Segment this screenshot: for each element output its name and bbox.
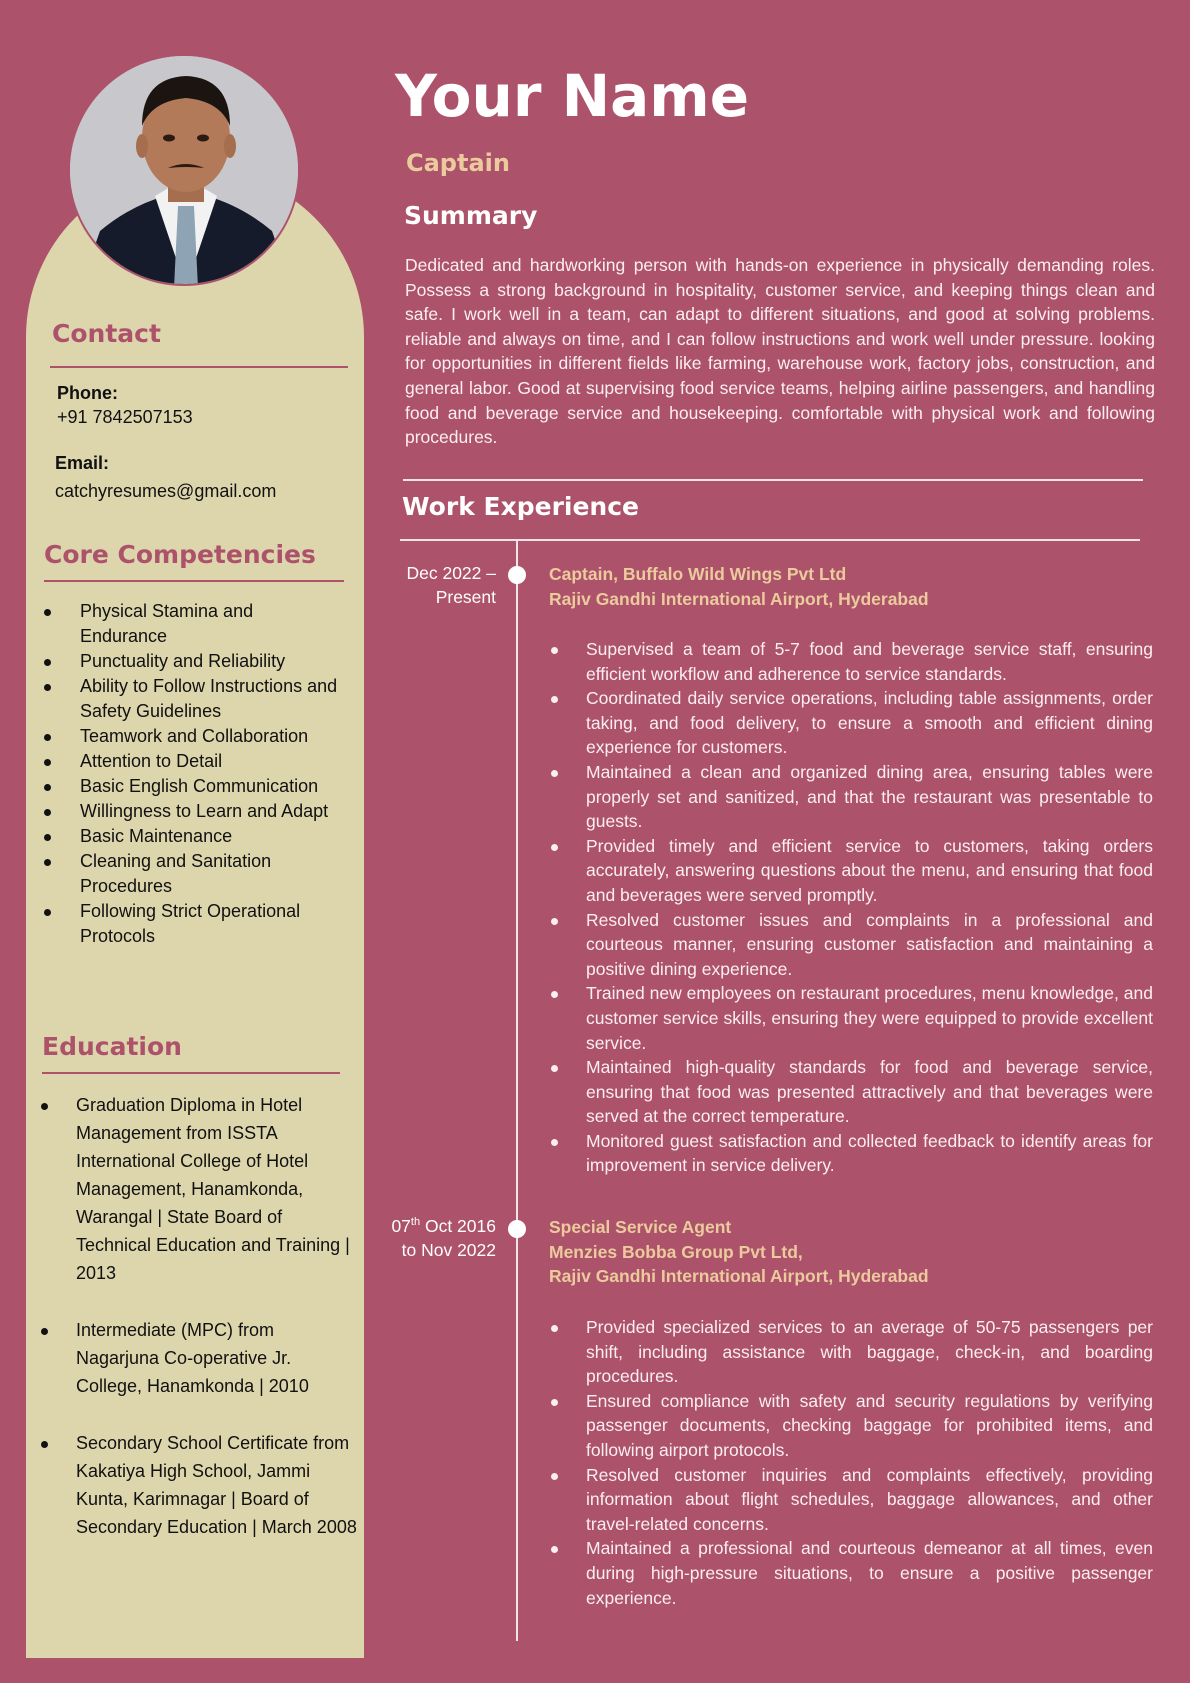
email-label: Email:	[55, 453, 110, 473]
phone-value[interactable]: +91 7842507153	[57, 407, 193, 427]
list-item: Maintained a clean and organized dining area, ensuring tables were properly set and sanitized, and that the restaurant was presentable to guests.	[549, 760, 1153, 834]
timeline-dot	[508, 1220, 526, 1238]
list-item: Secondary School Certificate from Kakatiya High School, Jammi Kunta, Karimnagar | Board of Secondary Education | March 2008	[37, 1429, 357, 1541]
email-value[interactable]: catchyresumes@gmail.com	[55, 481, 277, 501]
list-item: Following Strict Operational Protocols	[40, 899, 340, 949]
job-header	[549, 562, 929, 611]
education-list	[37, 1091, 357, 1570]
list-item: Coordinated daily service operations, including table assignments, order taking, and food delivery, to ensure a smooth and efficient dining experience for customers.	[549, 686, 1153, 760]
job-date	[346, 1214, 496, 1262]
person-avatar-icon	[70, 56, 300, 286]
competencies-divider	[44, 580, 344, 582]
list-item: Basic English Communication	[40, 774, 340, 799]
list-item: Intermediate (MPC) from Nagarjuna Co-operative Jr. College, Hanamkonda | 2010	[37, 1316, 357, 1400]
list-item: Teamwork and Collaboration	[40, 724, 340, 749]
list-item: Punctuality and Reliability	[40, 649, 340, 674]
job-duties	[549, 637, 1153, 1178]
list-item: Willingness to Learn and Adapt	[40, 799, 340, 824]
list-item: Resolved customer issues and complaints in a professional and courteous manner, ensuring customer satisfaction and maintaining a positive dining experience.	[549, 908, 1153, 982]
list-item: Supervised a team of 5-7 food and beverage service staff, ensuring efficient workflow and adherence to service standards.	[549, 637, 1153, 686]
phone-label: Phone:	[57, 383, 118, 403]
job-duties	[549, 1315, 1153, 1610]
list-item: Cleaning and Sanitation Procedures	[40, 849, 340, 899]
competencies-list	[40, 599, 340, 949]
job-title: Special Service Agent	[549, 1217, 732, 1237]
summary-text: Dedicated and hardworking person with hands-on experience in physically demanding roles. Possess a strong background in hospitality, customer service, and keeping things clean and safe. I work well in a team, can adapt to different situations, and good at solving problems. reliable and always on time, and I can follow instructions and work well under pressure. looking for opportunities in different fields like farming, warehouse work, factory jobs, construction, and general labor. Good at supervising food service teams, helping airline passengers, and handling food and beverage service and housekeeping. comfortable with physical work and following procedures.	[405, 255, 1155, 448]
list-item: Resolved customer inquiries and complaints effectively, providing information about flight schedules, baggage allowances, and other travel-related concerns.	[549, 1463, 1153, 1537]
timeline-dot	[508, 566, 526, 584]
contact-divider	[50, 366, 348, 368]
job-company: Menzies Bobba Group Pvt Ltd,	[549, 1241, 803, 1262]
competencies-heading: Core Competencies	[44, 540, 316, 569]
job-date-start: 07th Oct 2016	[391, 1216, 496, 1236]
list-item: Graduation Diploma in Hotel Management from ISSTA International College of Hotel Management, Hanamkonda, Warangal | State Board of Technical Education and Training | 2013	[37, 1091, 357, 1287]
page-title: Your Name	[395, 62, 750, 130]
job-date-end: Present	[435, 587, 496, 607]
list-item: Maintained high-quality standards for food and beverage service, ensuring that food was presented attractively and that beverages were served at the correct temperature.	[549, 1055, 1153, 1129]
job-company: Rajiv Gandhi International Airport, Hyderabad	[549, 588, 929, 609]
experience-heading: Work Experience	[402, 492, 639, 521]
summary-divider	[403, 479, 1143, 481]
list-item: Basic Maintenance	[40, 824, 340, 849]
job-date-end: to Nov 2022	[401, 1240, 496, 1260]
profile-photo	[68, 54, 300, 286]
list-item: Ability to Follow Instructions and Safety Guidelines	[40, 674, 340, 724]
list-item: Physical Stamina and Endurance	[40, 599, 340, 649]
job-role: Captain	[406, 149, 510, 177]
timeline-line	[516, 541, 518, 1641]
list-item: Monitored guest satisfaction and collected feedback to identify areas for improvement in service delivery.	[549, 1129, 1153, 1178]
education-divider	[42, 1072, 340, 1074]
job-title: Captain, Buffalo Wild Wings Pvt Ltd	[549, 564, 847, 584]
summary-heading: Summary	[404, 201, 538, 230]
list-item: Attention to Detail	[40, 749, 340, 774]
list-item: Ensured compliance with safety and security regulations by verifying passenger documents, checking baggage for prohibited items, and following airport protocols.	[549, 1389, 1153, 1463]
job-location: Rajiv Gandhi International Airport, Hyderabad	[549, 1266, 929, 1287]
list-item: Trained new employees on restaurant procedures, menu knowledge, and customer service skills, ensuring they were equipped to provide excellent service.	[549, 981, 1153, 1055]
job-date	[346, 561, 496, 609]
contact-heading: Contact	[52, 319, 161, 348]
list-item: Provided timely and efficient service to customers, taking orders accurately, answering questions about the menu, and ensuring that food and beverages were served promptly.	[549, 834, 1153, 908]
job-header	[549, 1215, 929, 1289]
education-heading: Education	[42, 1032, 182, 1061]
job-date-start: Dec 2022 –	[406, 563, 496, 583]
list-item: Maintained a professional and courteous demeanor at all times, even during high-pressure situations, to ensure a positive passenger experience.	[549, 1536, 1153, 1610]
experience-divider	[400, 539, 1140, 541]
list-item: Provided specialized services to an average of 50-75 passengers per shift, including assistance with baggage, check-in, and boarding procedures.	[549, 1315, 1153, 1389]
